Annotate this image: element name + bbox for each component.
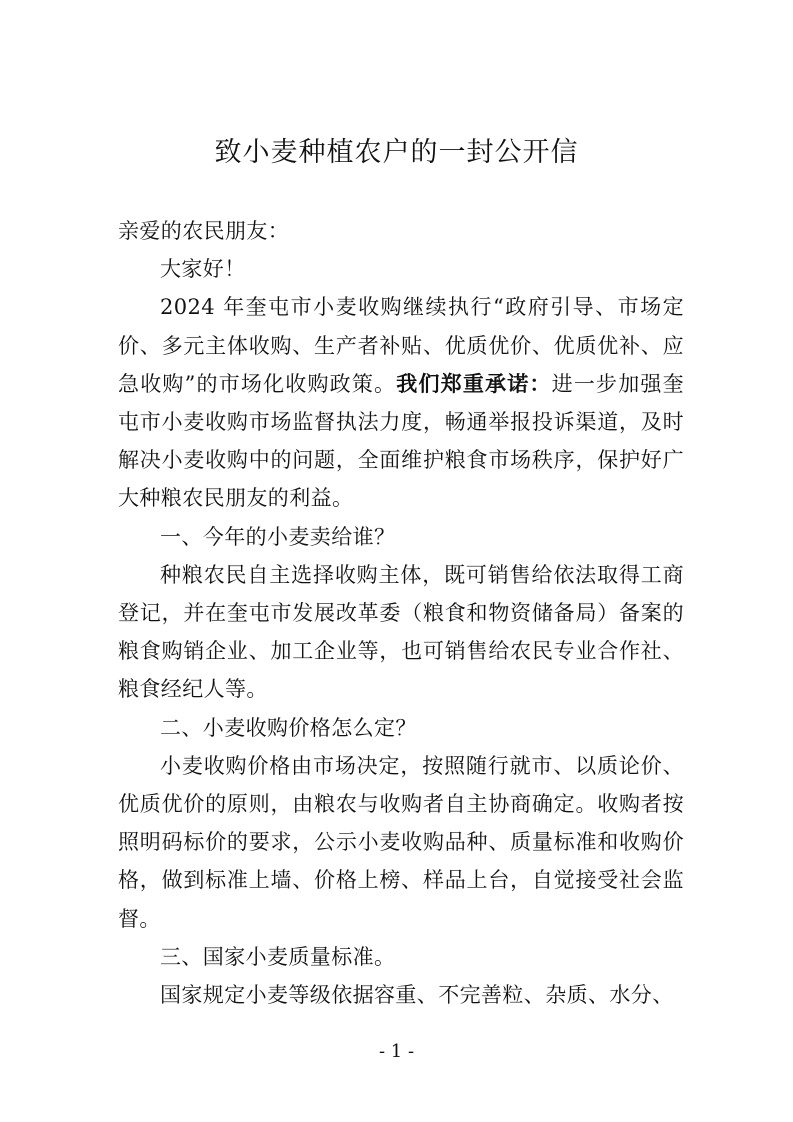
letter-body	[118, 212, 684, 1014]
intro-text: 2024 年奎屯市小麦收购继续执行“政府引导、市场定价、多元主体收购、生产者补贴、优质优价、优质优补、应急收购”的市场化收购政策。	[118, 295, 684, 396]
greeting: 大家好！	[160, 257, 246, 282]
commitment-text: 进一步加强奎屯市小麦收购市场监督执法力度，畅通举报投诉渠道，及时解决小麦收购中的问题，全面维护粮食市场秩序，保护好广大种粮农民朋友的利益。	[118, 371, 684, 511]
section-content-3: 国家规定小麦等级依据容重、不完善粒、杂质、水分、	[160, 983, 674, 1008]
commitment-label: 我们郑重承诺：	[396, 370, 552, 396]
section-heading-3: 三、国家小麦质量标准。	[160, 944, 396, 969]
section-heading-2: 二、小麦收购价格怎么定？	[160, 715, 417, 740]
section-content-2: 小麦收购价格由市场决定，按照随行就市、以质论价、优质优价的原则，由粮农与收购者自主协商确定。收购者按照明码标价的要求，公示小麦收购品种、质量标准和收购价格，做到标准上墙、价格上榜、样品上台，自觉接受社会监督。	[118, 753, 684, 931]
salutation: 亲爱的农民朋友：	[118, 219, 290, 243]
document-title: 致小麦种植农户的一封公开信	[214, 137, 579, 168]
section-content-1: 种粮农民自主选择收购主体，既可销售给依法取得工商登记，并在奎屯市发展改革委（粮食和物资储备局）备案的粮食购销企业、加工企业等，也可销售给农民专业合作社、粮食经纪人等。	[118, 562, 684, 702]
page-number: - 1 -	[378, 1041, 415, 1062]
intro-paragraph	[118, 288, 684, 517]
section-heading-1: 一、今年的小麦卖给谁？	[160, 524, 396, 549]
